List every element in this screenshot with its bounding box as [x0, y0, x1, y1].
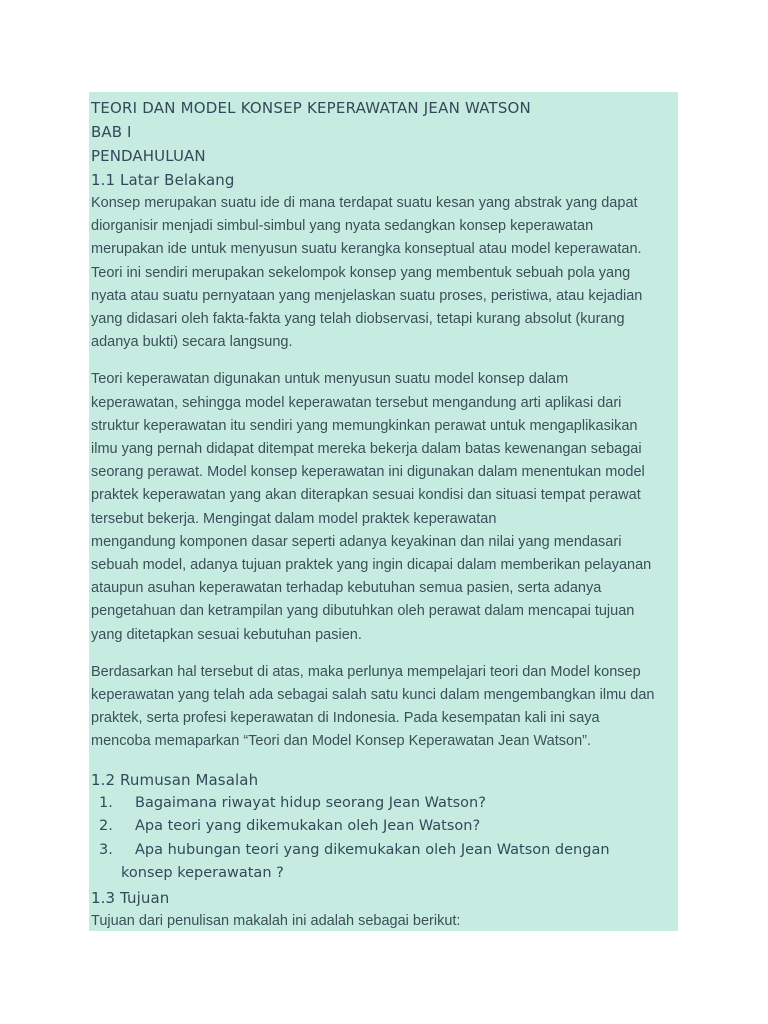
paragraph: Tujuan dari penulisan makalah ini adalah sebagai berikut:: [91, 912, 461, 929]
section-heading-rumusan-masalah: 1.2 Rumusan Masalah: [91, 770, 259, 789]
chapter-title: PENDAHULUAN: [91, 147, 206, 165]
list-number: 1.: [99, 794, 113, 811]
chapter-label: BAB I: [91, 123, 132, 141]
document-content: [91, 96, 679, 933]
document-title: TEORI DAN MODEL KONSEP KEPERAWATAN JEAN WATSON: [91, 99, 531, 117]
list-number: 2.: [99, 818, 113, 835]
list-item: [91, 839, 679, 886]
paragraph: Konsep merupakan suatu ide di mana terdapat suatu kesan yang abstrak yang dapat diorganisir menjadi simbul-simbul yang nyata sedangkan konsep keperawatan merupakan ide untuk menyusun suatu kerangka konseptual atau model keperawatan. Teori ini sendiri merupakan sekelompok konsep yang membentuk sebuah pola yang nyata atau suatu pernyataan yang menjelaskan suatu proses, peristiwa, atau kejadian yang didasari oleh fakta-fakta yang telah diobservasi, tetapi kurang absolut (kurang adanya bukti) secara langsung.: [91, 195, 643, 351]
paragraph: Teori keperawatan digunakan untuk menyusun suatu model konsep dalam keperawatan, sehingga model keperawatan tersebut mengandung arti aplikasi dari struktur keperawatan itu sendiri yang memungkinkan perawat untuk mengaplikasikan ilmu yang pernah didapat ditempat mereka bekerja dalam batas kewenangan sebagai seorang perawat. Model konsep keperawatan ini digunakan dalam menentukan model praktek keperawatan yang akan diterapkan sesuai kondisi dan situasi tempat perawat tersebut bekerja. Mengingat dalam model praktek keperawatan mengandung komponen dasar seperti adanya keyakinan dan nilai yang mendasari sebuah model, adanya tujuan praktek yang ingin dicapai dalam memberikan pelayanan ataupun asuhan keperawatan terhadap kebutuhan semua pasien, serta adanya pengetahuan dan ketrampilan yang dibutuhkan oleh perawat dalam mencapai tujuan yang ditetapkan sesuai kebutuhan pasien.: [91, 371, 652, 643]
list-number: 3.: [99, 841, 113, 858]
problem-list: [91, 792, 679, 886]
list-item-continuation: konsep keperawatan ?: [121, 865, 284, 882]
section-heading-tujuan: 1.3 Tujuan: [91, 888, 170, 907]
paragraph: Berdasarkan hal tersebut di atas, maka perlunya mempelajari teori dan Model konsep keperawatan yang telah ada sebagai salah satu kunci dalam mengembangkan ilmu dan praktek, serta profesi keperawatan di Indonesia. Pada kesempatan kali ini saya mencoba memaparkan “Teori dan Model Konsep Keperawatan Jean Watson”.: [91, 663, 655, 750]
section-heading-latar-belakang: 1.1 Latar Belakang: [91, 171, 235, 189]
list-item-text: Bagaimana riwayat hidup seorang Jean Watson?: [135, 794, 486, 811]
list-item-text: Apa teori yang dikemukakan oleh Jean Watson?: [135, 818, 481, 835]
list-item: [91, 792, 679, 816]
list-item-text: Apa hubungan teori yang dikemukakan oleh Jean Watson dengan: [135, 841, 610, 858]
list-item: [91, 815, 679, 839]
